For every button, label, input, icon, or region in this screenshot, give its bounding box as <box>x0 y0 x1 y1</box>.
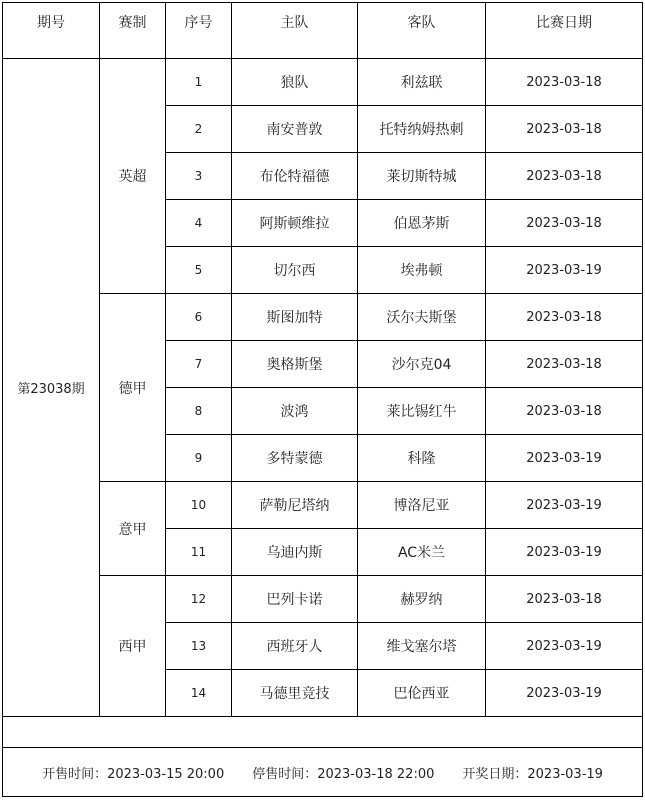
match-date-cell: 2023-03-19 <box>486 482 643 529</box>
seq-cell: 2 <box>166 106 232 153</box>
sale-start-time: 开售时间：2023-03-15 20:00 <box>42 766 225 782</box>
home-team-cell: 西班牙人 <box>232 623 358 670</box>
match-rows <box>3 59 643 717</box>
header-away: 客队 <box>358 3 486 59</box>
away-team-cell: 赫罗纳 <box>358 576 486 623</box>
away-team-cell: 博洛尼亚 <box>358 482 486 529</box>
schedule-document <box>2 2 642 799</box>
match-date-cell: 2023-03-19 <box>486 623 643 670</box>
match-date-cell: 2023-03-19 <box>486 529 643 576</box>
home-team-cell: 巴列卡诺 <box>232 576 358 623</box>
match-date-cell: 2023-03-18 <box>486 200 643 247</box>
away-team-cell: 科隆 <box>358 435 486 482</box>
header-league: 赛制 <box>100 3 166 59</box>
away-team-cell: 埃弗顿 <box>358 247 486 294</box>
seq-cell: 11 <box>166 529 232 576</box>
home-team-cell: 多特蒙德 <box>232 435 358 482</box>
seq-cell: 12 <box>166 576 232 623</box>
match-date-cell: 2023-03-19 <box>486 247 643 294</box>
away-team-cell: 沙尔克04 <box>358 341 486 388</box>
away-team-cell: 巴伦西亚 <box>358 670 486 717</box>
home-team-cell: 布伦特福德 <box>232 153 358 200</box>
league-cell: 英超 <box>100 59 166 294</box>
match-date-cell: 2023-03-18 <box>486 59 643 106</box>
home-team-cell: 乌迪内斯 <box>232 529 358 576</box>
away-team-cell: AC米兰 <box>358 529 486 576</box>
draw-date: 开奖日期：2023-03-19 <box>462 766 603 782</box>
header-period: 期号 <box>3 3 100 59</box>
sale-stop-time: 停售时间：2023-03-18 22:00 <box>252 766 435 782</box>
away-team-cell: 沃尔夫斯堡 <box>358 294 486 341</box>
seq-cell: 13 <box>166 623 232 670</box>
seq-cell: 3 <box>166 153 232 200</box>
home-team-cell: 马德里竞技 <box>232 670 358 717</box>
match-date-cell: 2023-03-18 <box>486 388 643 435</box>
home-team-cell: 阿斯顿维拉 <box>232 200 358 247</box>
header-row <box>3 3 643 59</box>
seq-cell: 9 <box>166 435 232 482</box>
home-team-cell: 切尔西 <box>232 247 358 294</box>
blank-cell <box>3 717 643 748</box>
match-date-cell: 2023-03-19 <box>486 435 643 482</box>
league-cell: 西甲 <box>100 576 166 717</box>
match-date-cell: 2023-03-18 <box>486 106 643 153</box>
seq-cell: 14 <box>166 670 232 717</box>
away-team-cell: 莱切斯特城 <box>358 153 486 200</box>
match-schedule-table <box>2 2 643 797</box>
header-seq: 序号 <box>166 3 232 59</box>
home-team-cell: 狼队 <box>232 59 358 106</box>
seq-cell: 6 <box>166 294 232 341</box>
home-team-cell: 斯图加特 <box>232 294 358 341</box>
match-date-cell: 2023-03-18 <box>486 294 643 341</box>
match-date-cell: 2023-03-18 <box>486 576 643 623</box>
away-team-cell: 利兹联 <box>358 59 486 106</box>
away-team-cell: 托特纳姆热刺 <box>358 106 486 153</box>
home-team-cell: 南安普敦 <box>232 106 358 153</box>
period-cell: 第23038期 <box>3 59 100 717</box>
seq-cell: 4 <box>166 200 232 247</box>
home-team-cell: 萨勒尼塔纳 <box>232 482 358 529</box>
match-date-cell: 2023-03-18 <box>486 153 643 200</box>
league-cell: 德甲 <box>100 294 166 482</box>
away-team-cell: 莱比锡红牛 <box>358 388 486 435</box>
header-home: 主队 <box>232 3 358 59</box>
seq-cell: 1 <box>166 59 232 106</box>
seq-cell: 8 <box>166 388 232 435</box>
away-team-cell: 伯恩茅斯 <box>358 200 486 247</box>
seq-cell: 5 <box>166 247 232 294</box>
footer-row <box>3 748 643 797</box>
footer-cell <box>3 748 643 797</box>
seq-cell: 7 <box>166 341 232 388</box>
home-team-cell: 奥格斯堡 <box>232 341 358 388</box>
seq-cell: 10 <box>166 482 232 529</box>
table-row <box>3 59 643 106</box>
match-date-cell: 2023-03-18 <box>486 341 643 388</box>
match-date-cell: 2023-03-19 <box>486 670 643 717</box>
blank-row <box>3 717 643 748</box>
league-cell: 意甲 <box>100 482 166 576</box>
away-team-cell: 维戈塞尔塔 <box>358 623 486 670</box>
header-date: 比赛日期 <box>486 3 643 59</box>
home-team-cell: 波鸿 <box>232 388 358 435</box>
